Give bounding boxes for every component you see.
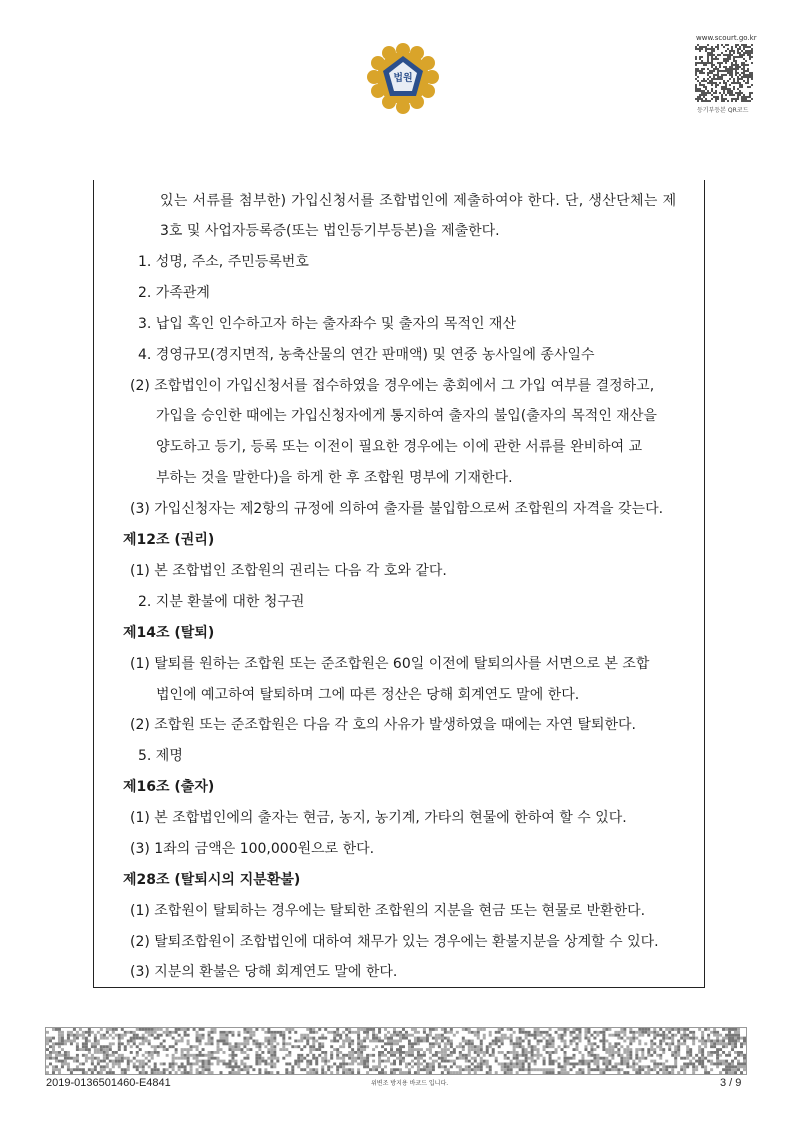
seal-text: 법원: [393, 73, 413, 84]
list-item: 2. 가족관계: [138, 285, 210, 301]
document-id: 2019-0136501460-E4841: [46, 1077, 171, 1089]
body-line: 있는 서류를 첨부한) 가입신청서를 조합법인에 제출하여야 한다. 단, 생산단체는 제: [160, 193, 677, 209]
clause-paragraph: (2) 조합원 또는 준조합원은 다음 각 호의 사유가 발생하였을 때에는 자연 탈퇴한다.: [130, 717, 636, 733]
page-number: 3 / 9: [720, 1077, 742, 1089]
clause-paragraph: (1) 탈퇴를 원하는 조합원 또는 준조합원은 60일 이전에 탈퇴의사를 서면으로 본 조합: [130, 656, 650, 672]
court-seal-logo: [365, 42, 441, 116]
qr-caption: 등기부등본 QR코드: [697, 107, 749, 114]
clause-paragraph: (1) 조합원이 탈퇴하는 경우에는 탈퇴한 조합원의 지분을 현금 또는 현물로 반환한다.: [130, 903, 646, 919]
body-line: 3호 및 사업자등록증(또는 법인등기부등본)을 제출한다.: [160, 223, 500, 239]
clause-paragraph: (3) 1좌의 금액은 100,000원으로 한다.: [130, 841, 375, 857]
clause-paragraph: (1) 본 조합법인 조합원의 권리는 다음 각 호와 같다.: [130, 563, 447, 579]
list-item: 5. 제명: [138, 748, 183, 764]
article-heading: 제14조 (탈퇴): [123, 625, 215, 641]
article-heading: 제16조 (출자): [123, 779, 215, 795]
barcode-note: 위변조 방지용 바코드 입니다.: [371, 1080, 449, 1087]
list-item: 1. 성명, 주소, 주민등록번호: [138, 254, 309, 270]
body-line: 가입을 승인한 때에는 가입신청자에게 통지하여 출자의 불입(출자의 목적인 재산을: [156, 408, 657, 424]
clause-paragraph: (1) 본 조합법인에의 출자는 현금, 농지, 농기계, 가타의 현물에 한하여 할 수 있다.: [130, 810, 627, 826]
list-item: 4. 경영규모(경지면적, 농축산물의 연간 판매액) 및 연중 농사일에 종사일수: [138, 347, 595, 363]
list-item: 2. 지분 환불에 대한 청구권: [138, 594, 305, 610]
clause-paragraph: (2) 탈퇴조합원이 조합법인에 대하여 채무가 있는 경우에는 환불지분을 상계할 수 있다.: [130, 934, 659, 950]
body-line: 양도하고 등기, 등록 또는 이전이 필요한 경우에는 이에 관한 서류를 완비하여 교: [156, 439, 643, 455]
qr-url-text: www.scourt.go.kr: [696, 34, 757, 42]
clause-paragraph: (3) 지분의 환불은 당해 회계연도 말에 한다.: [130, 964, 398, 980]
qr-code-icon: [695, 44, 753, 102]
clause-paragraph: (2) 조합법인이 가입신청서를 접수하였을 경우에는 총회에서 그 가입 여부를 결정하고,: [130, 378, 655, 394]
clause-paragraph: (3) 가입신청자는 제2항의 규정에 의하여 출자를 불입함으로써 조합원의 자격을 갖는다.: [130, 501, 664, 517]
list-item: 3. 납입 혹인 인수하고자 하는 출자좌수 및 출자의 목적인 재산: [138, 316, 516, 332]
article-heading: 제12조 (권리): [123, 532, 215, 548]
body-line: 부하는 것을 말한다)을 하게 한 후 조합원 명부에 기재한다.: [156, 470, 513, 486]
article-heading: 제28조 (탈퇴시의 지분환불): [123, 872, 301, 888]
anti-forgery-barcode: [45, 1027, 747, 1075]
body-line: 법인에 예고하여 탈퇴하며 그에 따른 정산은 당해 회계연도 말에 한다.: [156, 687, 580, 703]
